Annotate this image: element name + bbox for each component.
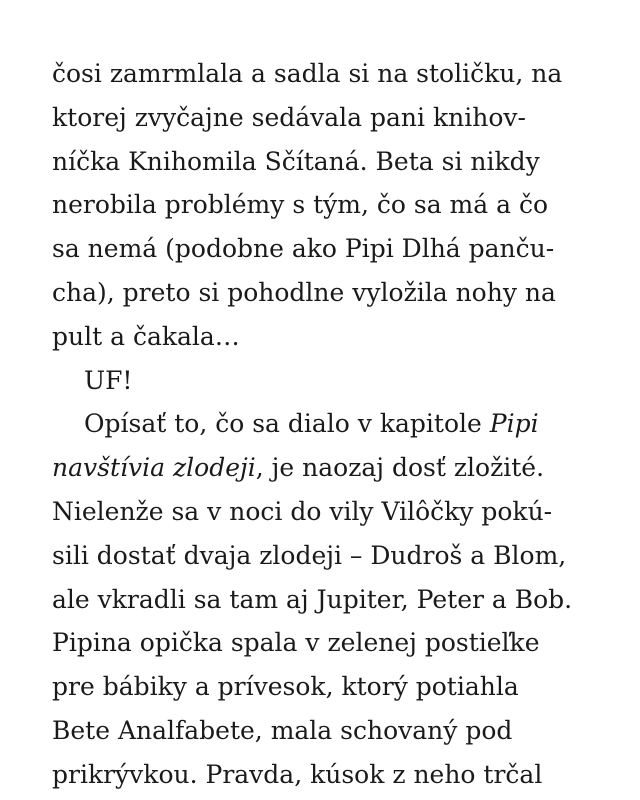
text-line: pre bábiky a prívesok, ktorý potiahla bbox=[52, 672, 519, 702]
text-line: Bete Analfabete, mala schovaný pod bbox=[52, 715, 513, 745]
text-line: ale vkradli sa tam aj Jupiter, Peter a Bob. bbox=[52, 584, 573, 614]
text-line: sa nemá (podobne ako Pipi Dlhá panču- bbox=[52, 234, 555, 264]
text-line bbox=[52, 446, 612, 490]
text-line bbox=[52, 402, 612, 446]
text-line: cha), preto si pohodlne vyložila nohy na bbox=[52, 277, 556, 307]
chapter-title-italic: navštívia zlodeji bbox=[52, 453, 256, 483]
text-fragment: Opísať to, čo sa dialo v kapitole bbox=[84, 409, 490, 439]
text-line: Pipina opička spala v zelenej postieľke bbox=[52, 628, 540, 658]
text-line: sili dostať dvaja zlodeji – Dudroš a Blom, bbox=[52, 540, 567, 570]
text-line: nerobila problémy s tým, čo sa má a čo bbox=[52, 190, 549, 220]
text-line: čosi zamrmlala a sadla si na stoličku, na bbox=[52, 59, 563, 88]
text-line: Nielenže sa v noci do vily Vilôčky pokú- bbox=[52, 496, 553, 526]
text-line: UF! bbox=[84, 365, 133, 395]
text-line: ktorej zvyčajne sedávala pani knihov- bbox=[52, 102, 526, 132]
text-line: pult a čakala… bbox=[52, 321, 240, 351]
text-line: prikrývkou. Pravda, kúsok z neho trčal bbox=[52, 759, 543, 789]
body-text bbox=[52, 52, 612, 797]
chapter-title-italic: Pipi bbox=[489, 409, 539, 439]
text-line: níčka Knihomila Sčítaná. Beta si nikdy bbox=[52, 146, 540, 176]
text-fragment: , je naozaj dosť zložité. bbox=[255, 453, 545, 483]
